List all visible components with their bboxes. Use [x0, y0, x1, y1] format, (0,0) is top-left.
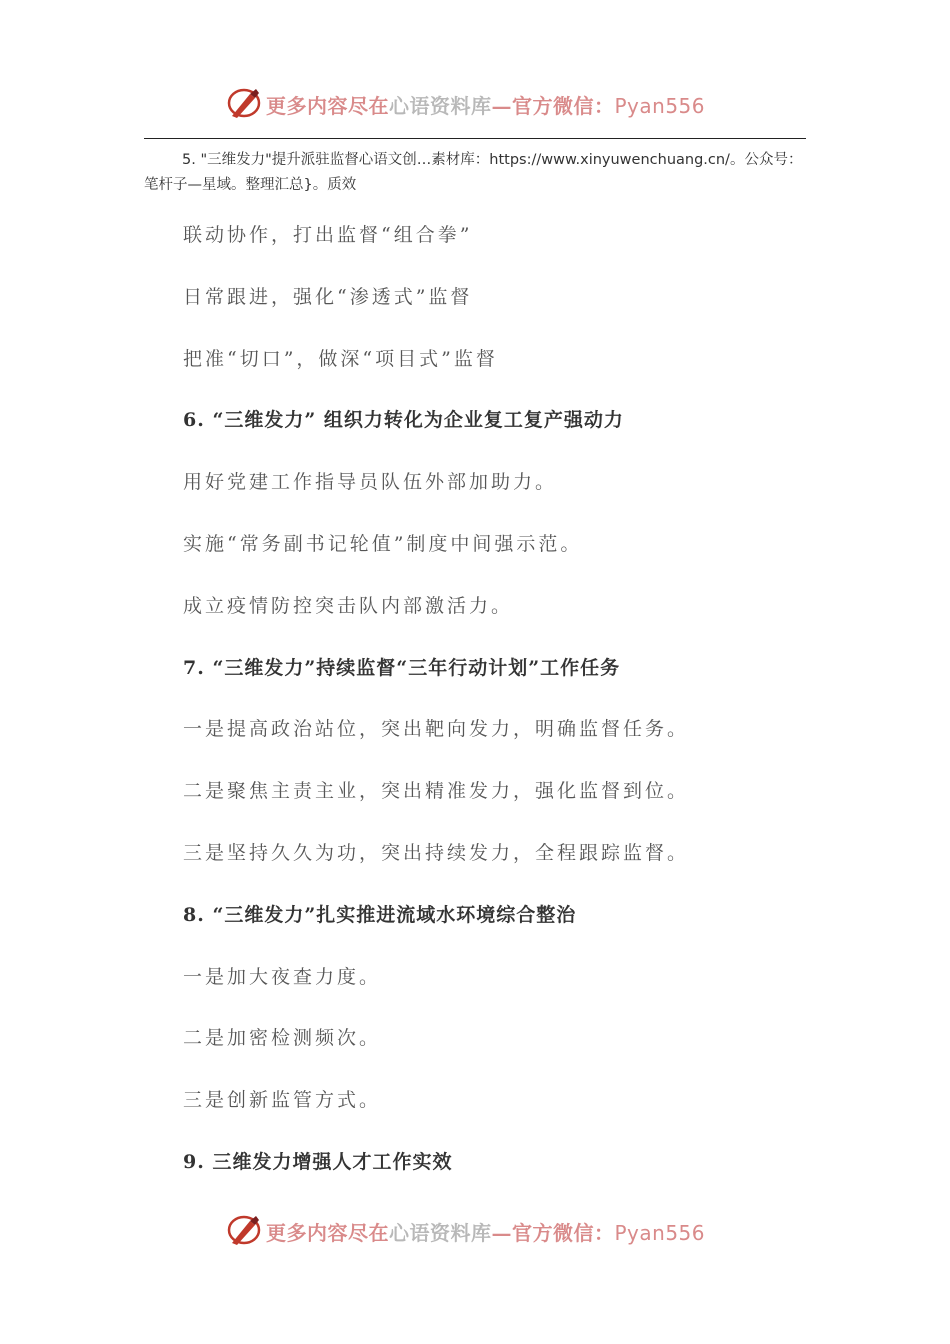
body-line: 二是加密检测频次。 [183, 1027, 382, 1049]
lead-paragraph [144, 148, 806, 198]
body-line: 三是创新监管方式。 [183, 1089, 382, 1111]
lead-text: 5. "三维发力"提升派驻监督心语文创…素材库：https://www.xinyuwenchuang.cn/。公众号：笔杆子—星域。整理汇总}。质效 [144, 152, 803, 193]
banner-prefix: 更多内容尽在 [266, 94, 389, 118]
banner-wechat-id: Pyan556 [614, 94, 706, 118]
body-line: 日常跟进，强化“渗透式”监督 [183, 286, 473, 308]
body-line: 三是坚持久久为功，突出持续发力，全程跟踪监督。 [183, 842, 690, 864]
banner-text [266, 1217, 705, 1246]
body-line: 把准“切口”，做深“项目式”监督 [183, 348, 498, 370]
banner-middle: —官方微信： [491, 1221, 615, 1245]
section-heading: 6. “三维发力” 组织力转化为企业复工复产强动力 [183, 409, 624, 431]
banner-highlight: 心语资料库 [389, 94, 492, 118]
pen-logo-icon [226, 1213, 262, 1247]
body-line: 一是提高政治站位，突出靶向发力，明确监督任务。 [183, 718, 690, 740]
section-heading: 9. 三维发力增强人才工作实效 [183, 1151, 453, 1173]
banner-prefix: 更多内容尽在 [266, 1221, 389, 1245]
banner-highlight: 心语资料库 [389, 1221, 492, 1245]
banner-wechat-id: Pyan556 [614, 1221, 706, 1245]
section-heading: 8. “三维发力”扎实推进流域水环境综合整治 [183, 904, 577, 926]
header-rule [144, 138, 806, 139]
pen-logo-icon [226, 86, 262, 120]
body-line: 实施“常务副书记轮值”制度中间强示范。 [183, 533, 583, 555]
body-line: 一是加大夜查力度。 [183, 966, 382, 988]
body-line: 用好党建工作指导员队伍外部加助力。 [183, 471, 558, 493]
body-line: 二是聚焦主责主业，突出精准发力，强化监督到位。 [183, 780, 690, 802]
body-line: 成立疫情防控突击队内部激活力。 [183, 595, 514, 617]
banner-text [266, 90, 705, 119]
banner-middle: —官方微信： [491, 94, 615, 118]
section-heading: 7. “三维发力”持续监督“三年行动计划”工作任务 [183, 657, 621, 679]
header-banner [0, 84, 950, 124]
body-line: 联动协作，打出监督“组合拳” [183, 224, 473, 246]
footer-banner [0, 1211, 950, 1251]
